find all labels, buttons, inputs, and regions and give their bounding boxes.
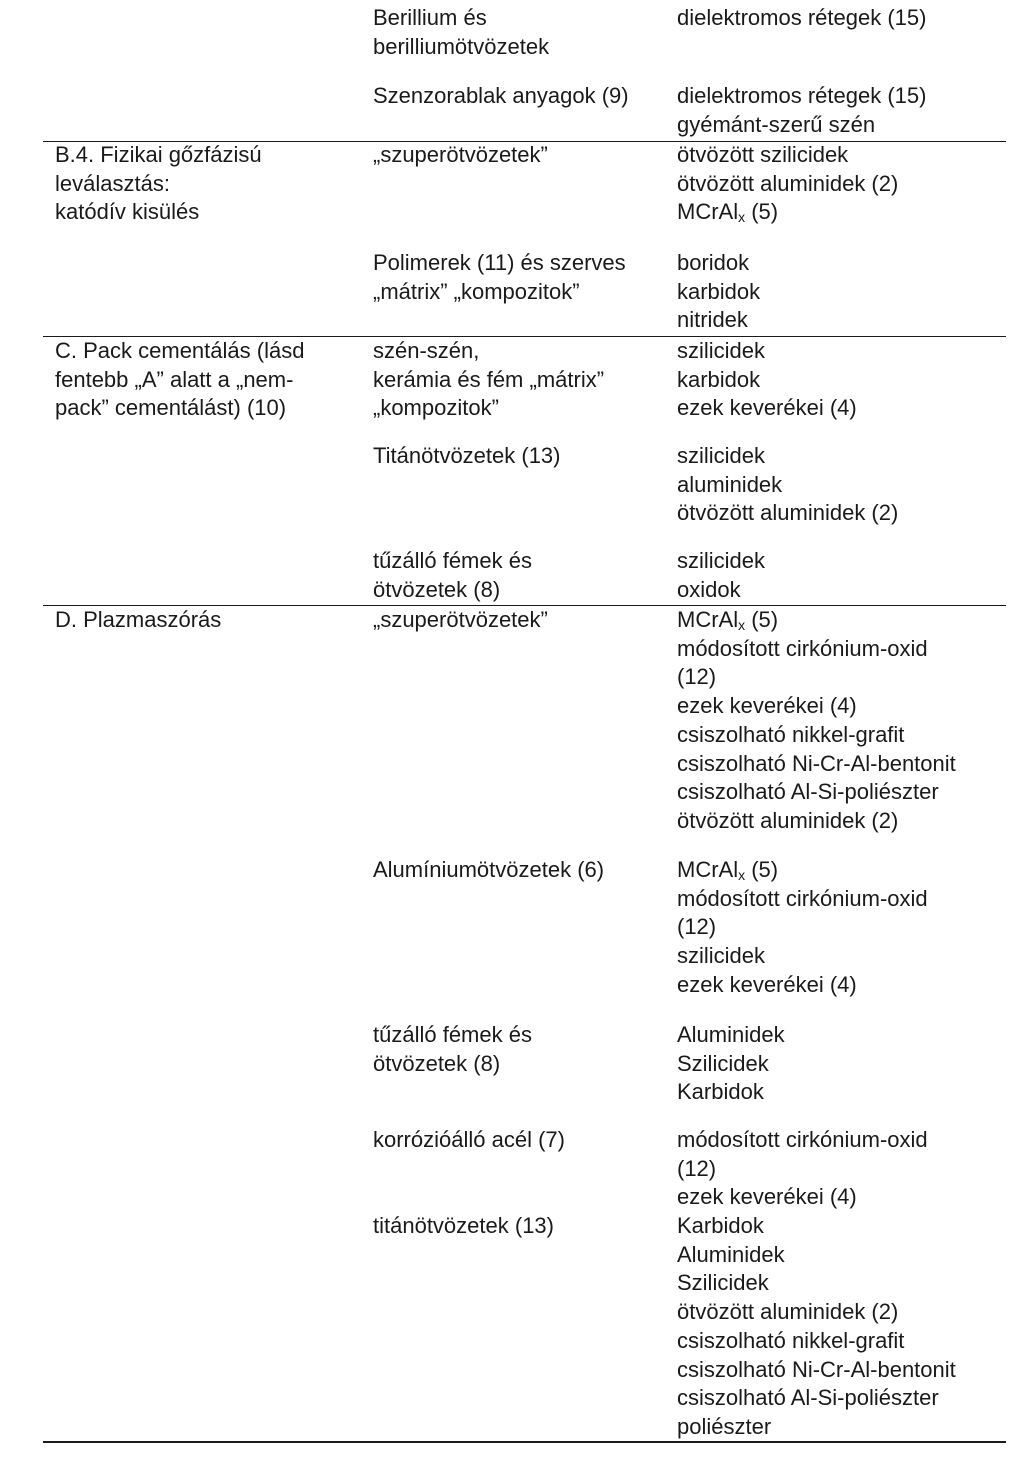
coating-line: Karbidok bbox=[677, 1213, 764, 1238]
coating-line: karbidok bbox=[677, 278, 761, 304]
coating-line: karbidok bbox=[677, 366, 761, 392]
method-line: C. Pack cementálás (lásd bbox=[55, 338, 305, 363]
substrate-line: „szuperötvözetek” bbox=[373, 607, 548, 632]
method-line: leválasztás: bbox=[55, 170, 170, 196]
substrate-line: Polimerek (11) és szerves bbox=[373, 250, 626, 275]
coating-line: (12) bbox=[677, 664, 717, 690]
coating-line: (12) bbox=[677, 1155, 717, 1181]
substrate-line: titánötvözetek (13) bbox=[373, 1213, 554, 1238]
coating-line: módosított cirkónium-oxid bbox=[677, 635, 928, 661]
coating-line: szilicidek bbox=[677, 548, 766, 573]
coating-line: csiszolható Ni-Cr-Al-bentonit bbox=[677, 750, 956, 776]
method-line: pack” cementálást) (10) bbox=[55, 395, 287, 421]
coating-line: gyémánt-szerű szén bbox=[677, 111, 876, 137]
coating-line: ötvözött szilicidek bbox=[677, 142, 849, 167]
coating-line: szilicidek bbox=[677, 443, 766, 468]
coating-line: ötvözött aluminidek (2) bbox=[677, 500, 899, 526]
coating-line: oxidok bbox=[677, 576, 741, 602]
table-bottom-rule bbox=[43, 1441, 1006, 1443]
method-line: katódív kisülés bbox=[55, 199, 200, 225]
coating-line: ezek keverékei (4) bbox=[677, 1184, 857, 1210]
substrate-line: ötvözetek (8) bbox=[373, 1050, 501, 1076]
coating-line: dielektromos rétegek (15) bbox=[677, 5, 927, 30]
substrate-line: Szenzorablak anyagok (9) bbox=[373, 83, 629, 108]
substrate-line: korrózióálló acél (7) bbox=[373, 1127, 565, 1152]
coating-line: ötvözött aluminidek (2) bbox=[677, 170, 899, 196]
coating-line: ezek keverékei (4) bbox=[677, 395, 857, 421]
coating-line: boridok bbox=[677, 250, 750, 275]
coating-line: csiszolható Al-Si-poliészter bbox=[677, 1385, 939, 1411]
coating-line: csiszolható nikkel-grafit bbox=[677, 721, 905, 747]
method-line: fentebb „A” alatt a „nem- bbox=[55, 366, 294, 392]
substrate-line: Titánötvözetek (13) bbox=[373, 443, 561, 468]
substrate-line: tűzálló fémek és bbox=[373, 548, 532, 573]
substrate-line: Berillium és bbox=[373, 5, 487, 30]
coating-line: Aluminidek bbox=[677, 1022, 785, 1047]
coating-line: Aluminidek bbox=[677, 1241, 785, 1267]
coating-line: (12) bbox=[677, 914, 717, 940]
coating-line-mcralx: MCrAl$_x$ (5) bbox=[677, 607, 779, 633]
substrate-line: Alumíniumötvözetek (6) bbox=[373, 857, 605, 882]
coating-line: Szilicidek bbox=[677, 1050, 769, 1076]
substrate-line: kerámia és fém „mátrix” bbox=[373, 366, 605, 392]
substrate-line: „mátrix” „kompozitok” bbox=[373, 278, 580, 304]
coating-line: csiszolható Ni-Cr-Al-bentonit bbox=[677, 1356, 956, 1382]
substrate-line: „szuperötvözetek” bbox=[373, 142, 548, 167]
substrate-line: ötvözetek (8) bbox=[373, 576, 501, 602]
coating-line: szilicidek bbox=[677, 338, 766, 363]
coating-line: aluminidek bbox=[677, 471, 783, 497]
coating-line: ezek keverékei (4) bbox=[677, 971, 857, 997]
substrate-line: szén-szén, bbox=[373, 338, 480, 363]
coating-line: poliészter bbox=[677, 1413, 772, 1439]
substrate-line: „kompozitok” bbox=[373, 395, 499, 421]
coating-line: nitridek bbox=[677, 307, 748, 333]
coating-line: módosított cirkónium-oxid bbox=[677, 885, 928, 911]
substrate-line: berilliumötvözetek bbox=[373, 33, 550, 59]
coating-line: módosított cirkónium-oxid bbox=[677, 1127, 928, 1152]
coating-line: dielektromos rétegek (15) bbox=[677, 83, 927, 108]
coating-line: csiszolható nikkel-grafit bbox=[677, 1327, 905, 1353]
coating-line: csiszolható Al-Si-poliészter bbox=[677, 779, 939, 805]
coating-line-mcralx: MCrAl$_x$ (5) bbox=[677, 857, 779, 883]
coating-line: ezek keverékei (4) bbox=[677, 693, 857, 719]
coating-line: ötvözött aluminidek (2) bbox=[677, 1299, 899, 1325]
method-line: D. Plazmaszórás bbox=[55, 607, 222, 632]
coating-line-mcralx: MCrAl$_x$ (5) bbox=[677, 199, 779, 226]
coating-line: szilicidek bbox=[677, 943, 766, 969]
substrate-line: tűzálló fémek és bbox=[373, 1022, 532, 1047]
coating-line: Szilicidek bbox=[677, 1270, 769, 1296]
coating-line: ötvözött aluminidek (2) bbox=[677, 807, 899, 833]
coating-line: Karbidok bbox=[677, 1079, 764, 1105]
method-line: B.4. Fizikai gőzfázisú bbox=[55, 142, 262, 167]
